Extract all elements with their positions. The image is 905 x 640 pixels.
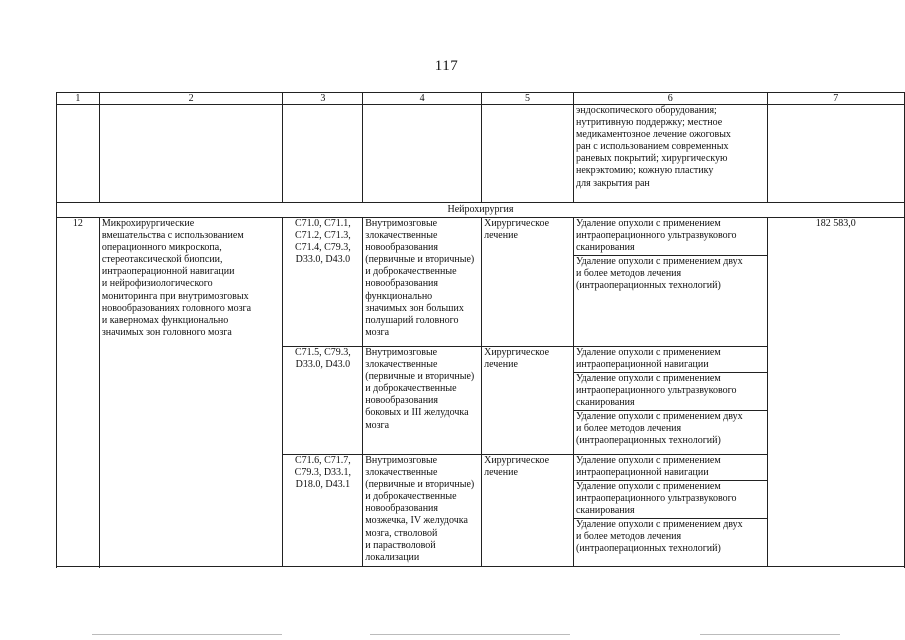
empty-cell <box>283 105 363 203</box>
method-cell: Удаление опухоли с применением интраоперационного ультразвукового сканирования <box>573 218 767 256</box>
patient-model-cell: Внутримозговые злокачественные новообразования (первичные и вторичные) и доброкачественные новообразования функционально значимых зон больших полушарий головного мозга <box>363 218 482 347</box>
column-number: 2 <box>99 93 283 105</box>
treatment-type-cell: Хирургическое лечение <box>482 218 574 347</box>
continuation-row <box>57 105 905 203</box>
medical-care-table <box>56 92 905 567</box>
table-row <box>57 218 905 256</box>
method-cell: Удаление опухоли с применением двух и более методов лечения (интраоперационных технологий) <box>573 519 767 567</box>
scan-edge-line <box>700 634 840 635</box>
empty-cell <box>767 105 905 203</box>
empty-cell <box>482 105 574 203</box>
empty-cell <box>363 105 482 203</box>
section-title: Нейрохирургия <box>57 203 905 218</box>
icd-codes-cell: C71.6, C71.7, C79.3, D33.1, D18.0, D43.1 <box>283 455 363 567</box>
column-number: 4 <box>363 93 482 105</box>
method-cell: Удаление опухоли с применением интраоперационного ультразвукового сканирования <box>573 481 767 519</box>
page-number: 117 <box>434 58 459 74</box>
column-number: 1 <box>57 93 100 105</box>
column-number: 3 <box>283 93 363 105</box>
method-cell: Удаление опухоли с применением двух и более методов лечения (интраоперационных технологий) <box>573 411 767 455</box>
empty-cell <box>57 105 100 203</box>
treatment-type-cell: Хирургическое лечение <box>482 455 574 567</box>
treatment-type-cell: Хирургическое лечение <box>482 347 574 455</box>
patient-model-cell: Внутримозговые злокачественные (первичные и вторичные) и доброкачественные новообразования боковых и III желудочка мозга <box>363 347 482 455</box>
section-row <box>57 203 905 218</box>
column-number-row <box>57 93 905 105</box>
scan-edge-line <box>370 634 570 635</box>
group-name-cell: Микрохирургические вмешательства с использованием операционного микроскопа, стереотаксической биопсии, интраоперационной навигации и нейрофизиологического мониторинга при внутримозговых новообразованиях головного мозга и каверномах функционально значимых зон головного мозга <box>99 218 283 567</box>
method-cell: эндоскопического оборудования; нутритивную поддержку; местное медикаментозное лечение ожоговых ран с использованием современных раневых покрытий; хирургическую некрэктомию; кожную пластику для закрытия ран <box>573 105 767 203</box>
group-number-cell: 12 <box>57 218 100 567</box>
icd-codes-cell: C71.5, C79.3, D33.0, D43.0 <box>283 347 363 455</box>
method-cell: Удаление опухоли с применением интраоперационной навигации <box>573 455 767 481</box>
method-cell: Удаление опухоли с применением интраоперационной навигации <box>573 347 767 373</box>
column-number: 7 <box>767 93 905 105</box>
column-number: 5 <box>482 93 574 105</box>
patient-model-cell: Внутримозговые злокачественные (первичные и вторичные) и доброкачественные новообразования мозжечка, IV желудочка мозга, стволовой и парастволовой локализации <box>363 455 482 567</box>
scan-edge-line <box>92 634 282 635</box>
method-cell: Удаление опухоли с применением интраоперационного ультразвукового сканирования <box>573 373 767 411</box>
price-cell: 182 583,0 <box>767 218 905 567</box>
method-cell: Удаление опухоли с применением двух и более методов лечения (интраоперационных технологий) <box>573 256 767 347</box>
column-number: 6 <box>573 93 767 105</box>
icd-codes-cell: C71.0, C71.1, C71.2, C71.3, C71.4, C79.3, D33.0, D43.0 <box>283 218 363 347</box>
empty-cell <box>99 105 283 203</box>
